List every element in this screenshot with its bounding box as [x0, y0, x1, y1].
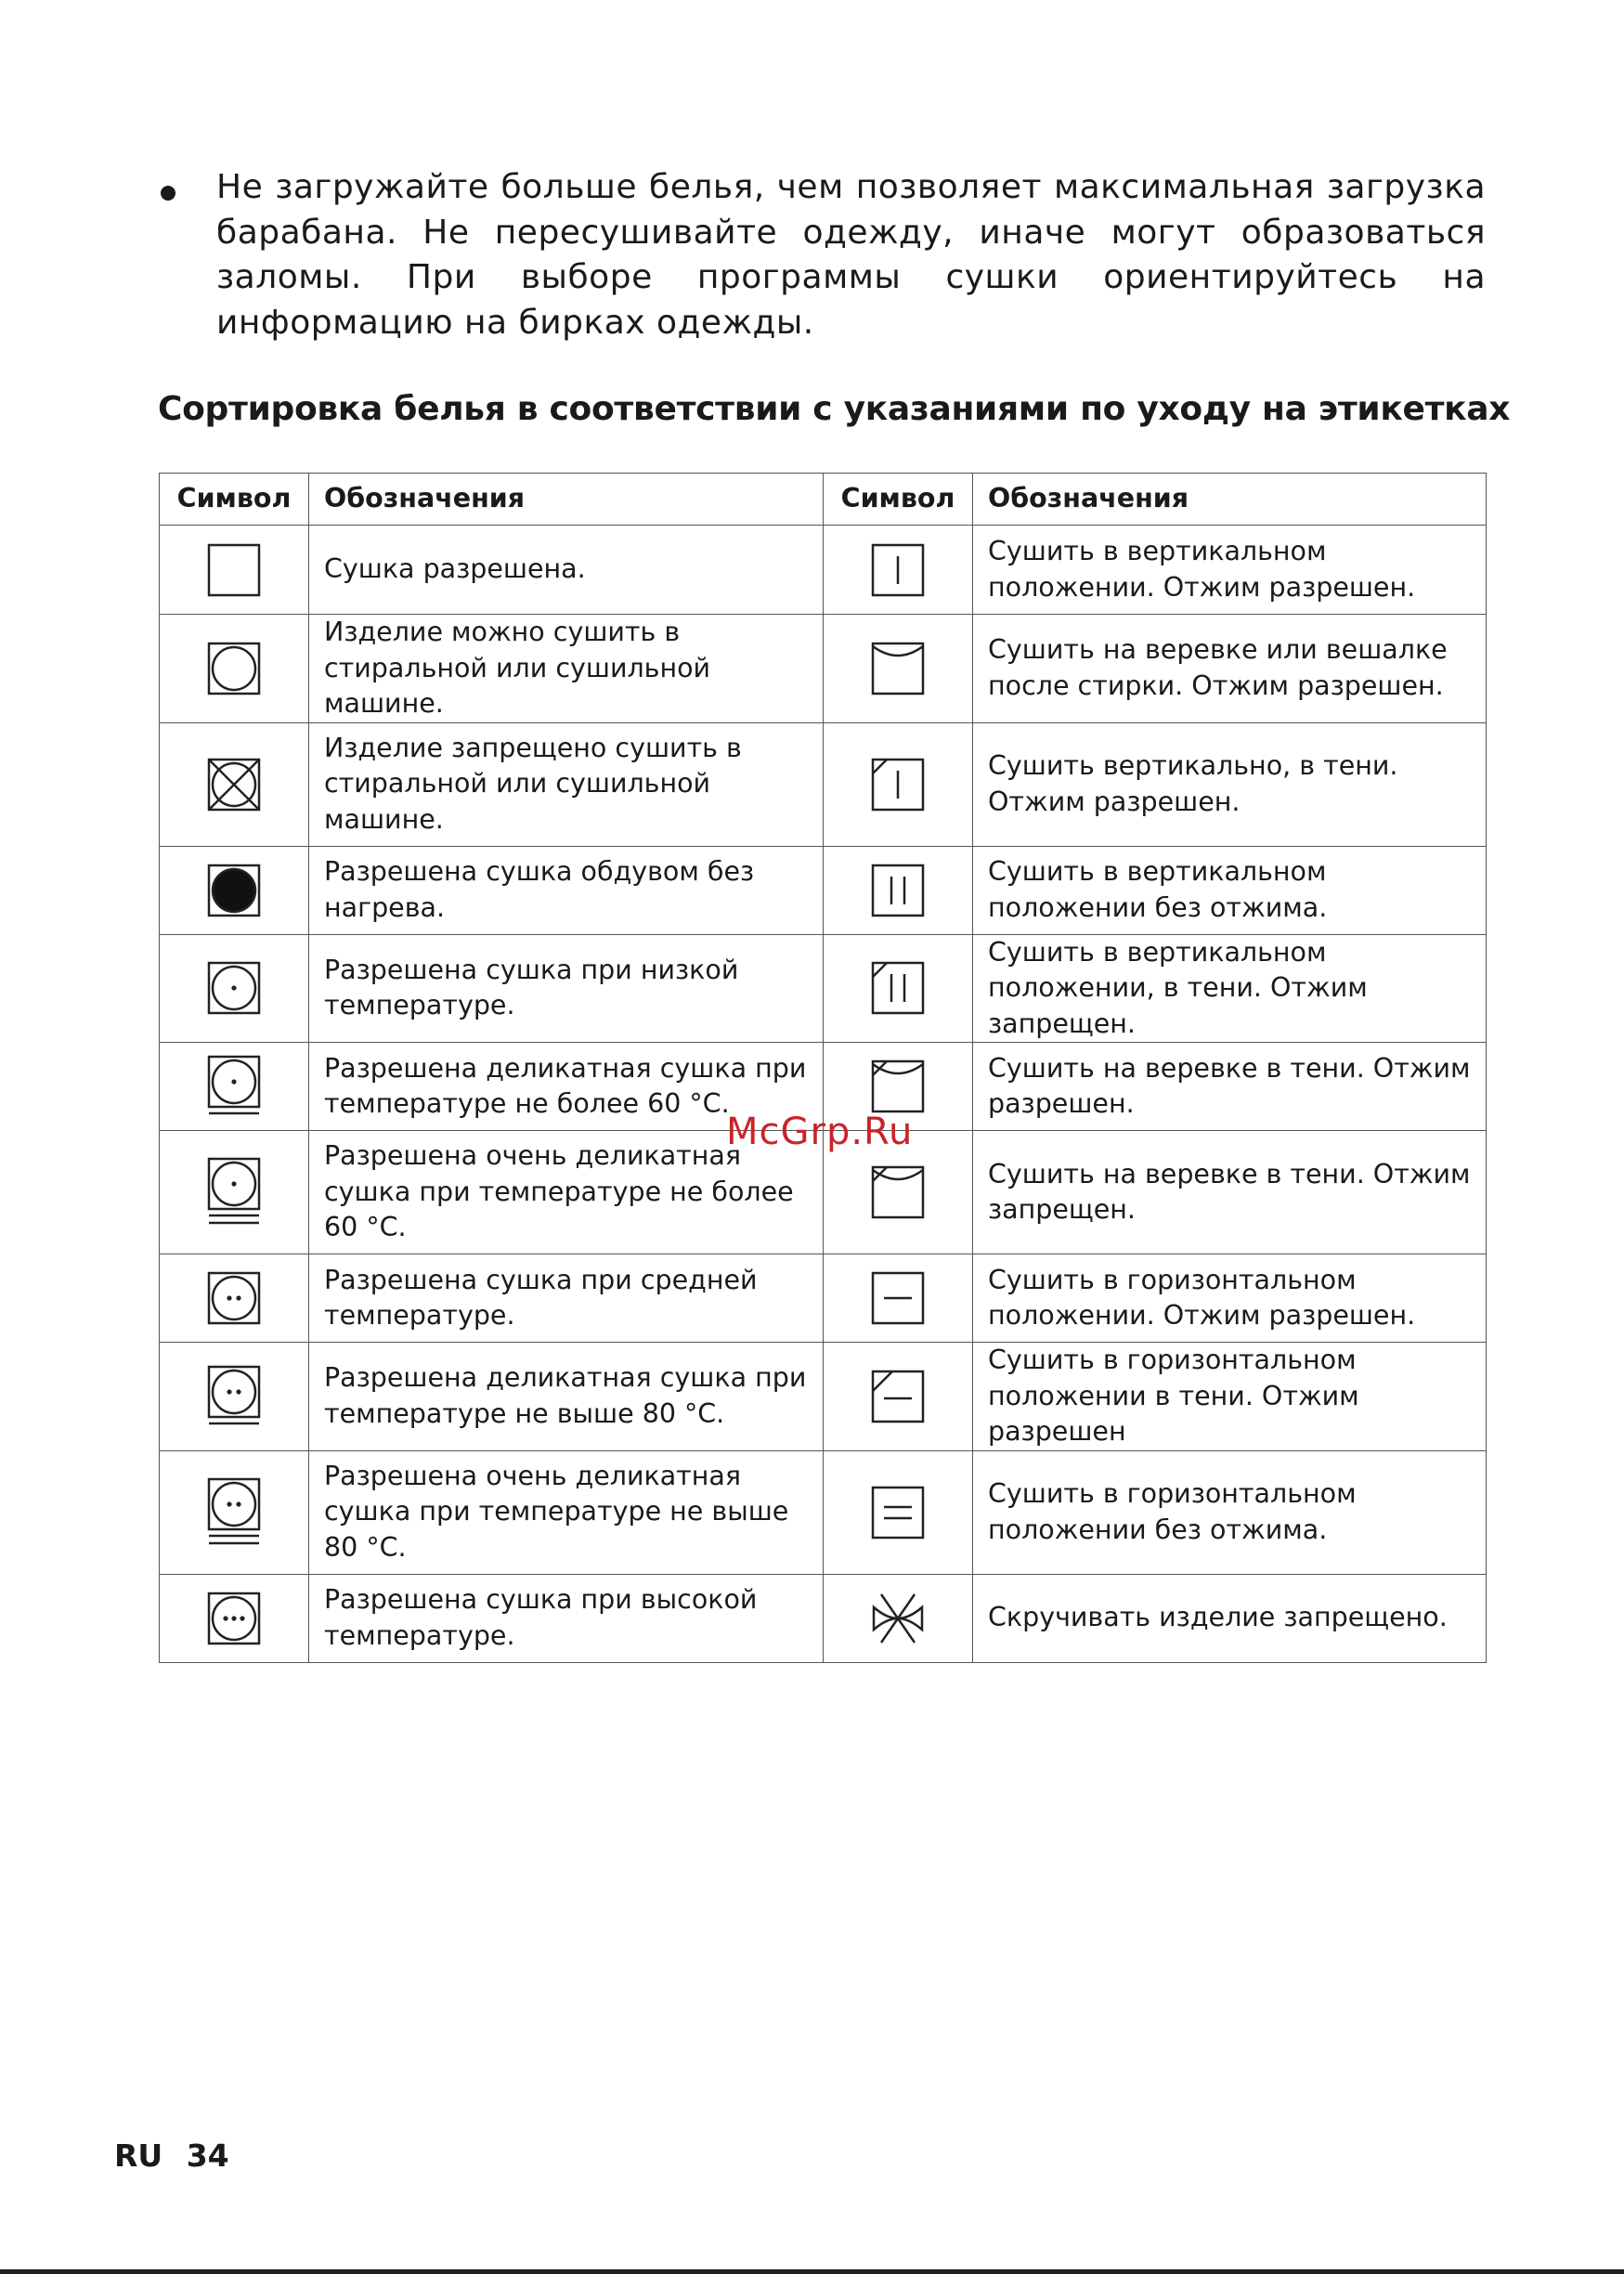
- table-row: [160, 526, 1487, 615]
- header-meaning-right: Обозначения: [973, 474, 1487, 526]
- bullet-text: Не загружайте больше белья, чем позволяет максимальная загрузка барабана. Не пересушивайте одежду, иначе могут образоваться заломы. При выборе программы сушки ориентируйтесь на информацию на бирках одежды.: [216, 168, 1486, 342]
- tumble-dry-low-very-gentle-symbol-icon: [206, 1156, 262, 1228]
- table-row: [160, 1254, 1487, 1343]
- header-symbol-left: Символ: [160, 474, 309, 526]
- row-left-text: Разрешена очень деликатная сушка при температуре не выше 80 °C.: [324, 1460, 789, 1563]
- row-right-text: Скручивать изделие запрещено.: [988, 1602, 1448, 1633]
- line-dry-shade-no-spin-symbol-icon: [870, 1164, 926, 1220]
- header-meaning-left: Обозначения: [309, 474, 824, 526]
- row-right-text: Сушить в вертикальном положении, в тени. Отжим запрещен.: [988, 936, 1368, 1039]
- square-symbol-icon: [206, 542, 262, 598]
- table-row: [160, 1450, 1487, 1574]
- tumble-dry-medium-gentle-symbol-icon: [206, 1364, 262, 1429]
- tumble-dry-allowed-symbol-icon: [206, 641, 262, 696]
- row-right-text: Сушить на веревке в тени. Отжим запрещен.: [988, 1158, 1471, 1225]
- flat-drip-dry-symbol-icon: [870, 1485, 926, 1540]
- row-left-text: Разрешена деликатная сушка при температуре не более 60 °C.: [324, 1052, 807, 1119]
- row-right-text: Сушить в горизонтальном положении в тени. Отжим разрешен: [988, 1345, 1359, 1447]
- table-row: [160, 846, 1487, 934]
- header-symbol-right: Символ: [824, 474, 973, 526]
- tumble-dry-low-gentle-symbol-icon: [206, 1054, 262, 1119]
- row-right-text: Сушить в горизонтальном положении. Отжим разрешен.: [988, 1264, 1416, 1331]
- tumble-dry-forbidden-symbol-icon: [206, 757, 262, 812]
- line-dry-shade-symbol-icon: [870, 1059, 926, 1114]
- table-row: [160, 722, 1487, 846]
- flat-dry-symbol-icon: [870, 1270, 926, 1326]
- tumble-dry-medium-symbol-icon: [206, 1270, 262, 1326]
- care-symbols-table: [159, 473, 1487, 1663]
- row-left-text: Изделие запрещено сушить в стиральной или сушильной машине.: [324, 732, 742, 835]
- row-left-text: Сушка разрешена.: [324, 553, 586, 585]
- bottom-border: [0, 2269, 1624, 2274]
- flat-dry-shade-symbol-icon: [870, 1369, 926, 1424]
- row-right-text: Сушить на веревке или вешалке после стирки. Отжим разрешен.: [988, 634, 1448, 701]
- tumble-dry-medium-very-gentle-symbol-icon: [206, 1476, 262, 1549]
- watermark: McGrp.Ru: [726, 1111, 914, 1153]
- row-right-text: Сушить вертикально, в тени. Отжим разрешен.: [988, 750, 1398, 817]
- do-not-wring-symbol-icon: [868, 1591, 928, 1646]
- square-vertical-line-symbol-icon: [870, 542, 926, 598]
- footer-language: RU: [114, 2138, 163, 2174]
- tumble-dry-no-heat-symbol-icon: [206, 863, 262, 918]
- bullet-dot: [161, 186, 175, 201]
- drip-dry-symbol-icon: [870, 863, 926, 918]
- row-left-text: Разрешена сушка при низкой температуре.: [324, 954, 739, 1021]
- row-left-text: Разрешена сушка при высокой температуре.: [324, 1584, 758, 1651]
- row-right-text: Сушить на веревке в тени. Отжим разрешен.: [988, 1052, 1471, 1119]
- vertical-dry-shade-symbol-icon: [870, 757, 926, 812]
- tumble-dry-low-symbol-icon: [206, 960, 262, 1016]
- row-right-text: Сушить в вертикальном положении. Отжим разрешен.: [988, 536, 1416, 603]
- line-dry-symbol-icon: [870, 641, 926, 696]
- row-right-text: Сушить в вертикальном положении без отжима.: [988, 856, 1328, 923]
- table-row: [160, 615, 1487, 723]
- row-left-text: Разрешена сушка при средней температуре.: [324, 1264, 758, 1331]
- row-left-text: Разрешена очень деликатная сушка при температуре не более 60 °C.: [324, 1140, 794, 1243]
- table-row: [160, 1343, 1487, 1451]
- section-heading: Сортировка белья в соответствии с указаниями по уходу на этикетках: [158, 390, 1511, 428]
- drip-dry-shade-symbol-icon: [870, 960, 926, 1016]
- row-left-text: Разрешена деликатная сушка при температуре не выше 80 °C.: [324, 1362, 807, 1429]
- row-right-text: Сушить в горизонтальном положении без отжима.: [988, 1478, 1357, 1545]
- row-left-text: Изделие можно сушить в стиральной или сушильной машине.: [324, 617, 711, 719]
- bullet-paragraph: [158, 165, 1486, 345]
- table-row: [160, 1574, 1487, 1662]
- table-header-row: [160, 474, 1487, 526]
- row-left-text: Разрешена сушка обдувом без нагрева.: [324, 856, 755, 923]
- table-row: [160, 934, 1487, 1043]
- tumble-dry-high-symbol-icon: [206, 1591, 262, 1646]
- page-number: 34: [186, 2138, 229, 2174]
- page-footer: [114, 2138, 229, 2174]
